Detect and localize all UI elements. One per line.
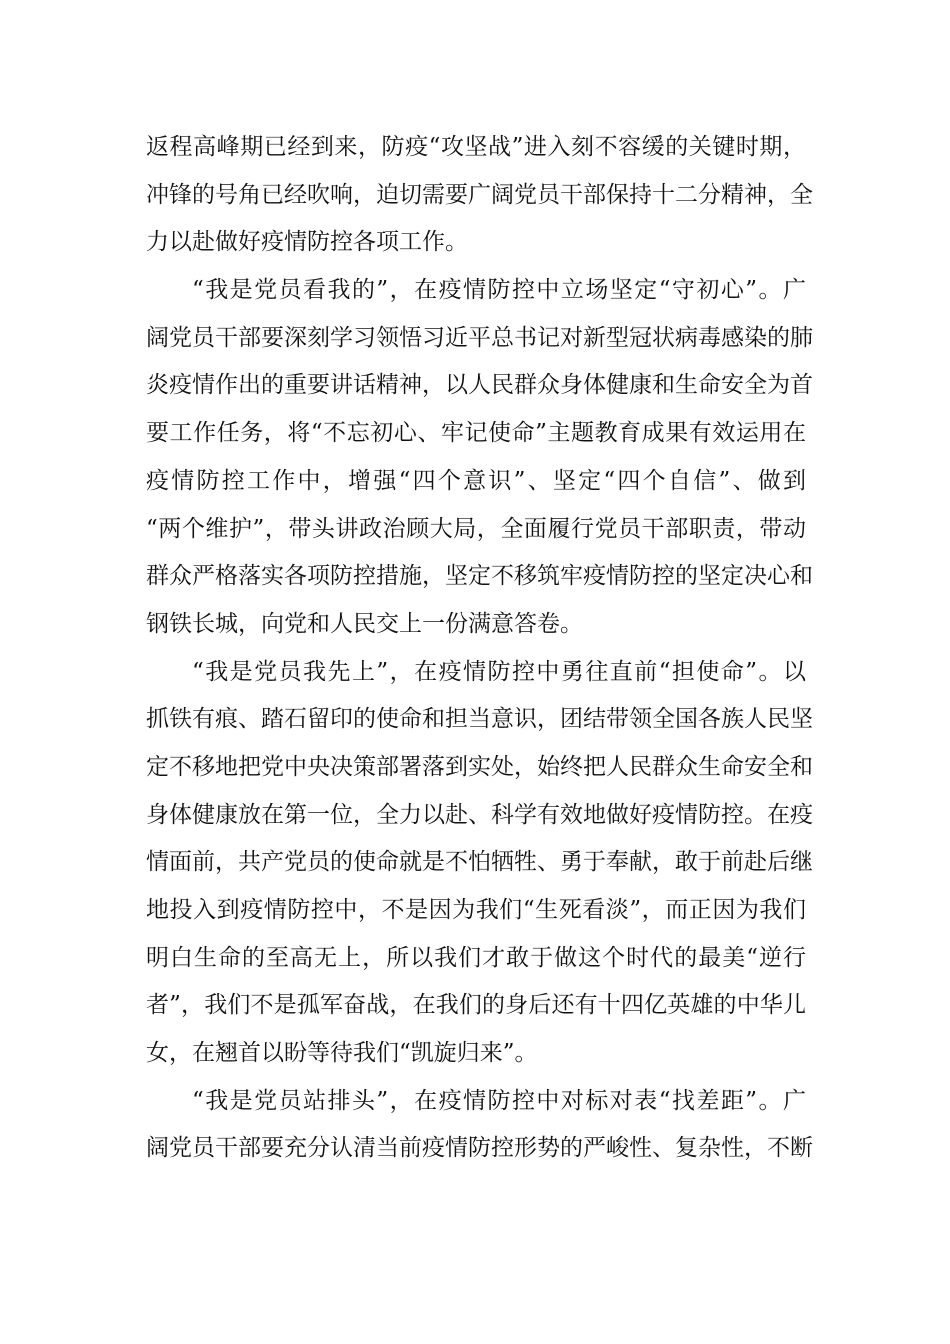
text-line: “我是党员我先上”，在疫情防控中勇往直前“担使命”。以	[192, 658, 806, 685]
text-line: 情面前，共产党员的使命就是不怕牺牲、勇于奉献，敢于前赴后继	[146, 849, 813, 876]
text-line: 返程高峰期已经到来，防疫“攻坚战”进入刻不容缓的关键时期，	[146, 134, 806, 160]
text-line: 疫情防控工作中，增强“四个意识”、坚定“四个自信”、做到	[146, 467, 806, 494]
text-line: 要工作任务，将“不忘初心、牢记使命”主题教育成果有效运用在	[146, 420, 806, 447]
document-body	[146, 124, 813, 1173]
text-line: “两个维护”，带头讲政治顾大局，全面履行党员干部职责，带动	[146, 515, 806, 542]
text-line: 群众严格落实各项防控措施，坚定不移筑牢疫情防控的坚定决心和	[146, 563, 813, 590]
paragraph	[146, 267, 813, 649]
text-line: 地投入到疫情防控中，不是因为我们“生死看淡”，而正因为我们	[146, 897, 806, 923]
text-line: 力以赴做好疫情防控各项工作。	[146, 229, 468, 256]
text-line: 炎疫情作出的重要讲话精神，以人民群众身体健康和生命安全为首	[146, 372, 813, 399]
text-line: 明白生命的至高无上，所以我们才敢于做这个时代的最美“逆行	[146, 944, 806, 971]
text-line: “我是党员看我的”，在疫情防控中立场坚定“守初心”。广	[192, 277, 806, 304]
text-line: 抓铁有痕、踏石留印的使命和担当意识，团结带领全国各族人民坚	[146, 706, 813, 733]
text-line: 钢铁长城，向党和人民交上一份满意答卷。	[146, 610, 583, 637]
text-line: “我是党员站排头”，在疫情防控中对标对表“找差距”。广	[192, 1087, 806, 1114]
text-line: 身体健康放在第一位，全力以赴、科学有效地做好疫情防控。在疫	[146, 801, 813, 828]
text-line: 阔党员干部要深刻学习领悟习近平总书记对新型冠状病毒感染的肺	[146, 324, 813, 351]
text-line: 女，在翘首以盼等待我们“凯旋归来”。	[146, 1040, 538, 1067]
paragraph	[146, 649, 813, 1078]
text-line: 阔党员干部要充分认清当前疫情防控形势的严峻性、复杂性，不断	[146, 1135, 813, 1162]
text-line: 冲锋的号角已经吹响，迫切需要广阔党员干部保持十二分精神，全	[146, 181, 813, 208]
text-line: 者”，我们不是孤军奋战，在我们的身后还有十四亿英雄的中华儿	[146, 992, 806, 1019]
text-line: 定不移地把党中央决策部署落到实处，始终把人民群众生命安全和	[146, 753, 813, 780]
paragraph	[146, 124, 813, 267]
paragraph	[146, 1078, 813, 1173]
